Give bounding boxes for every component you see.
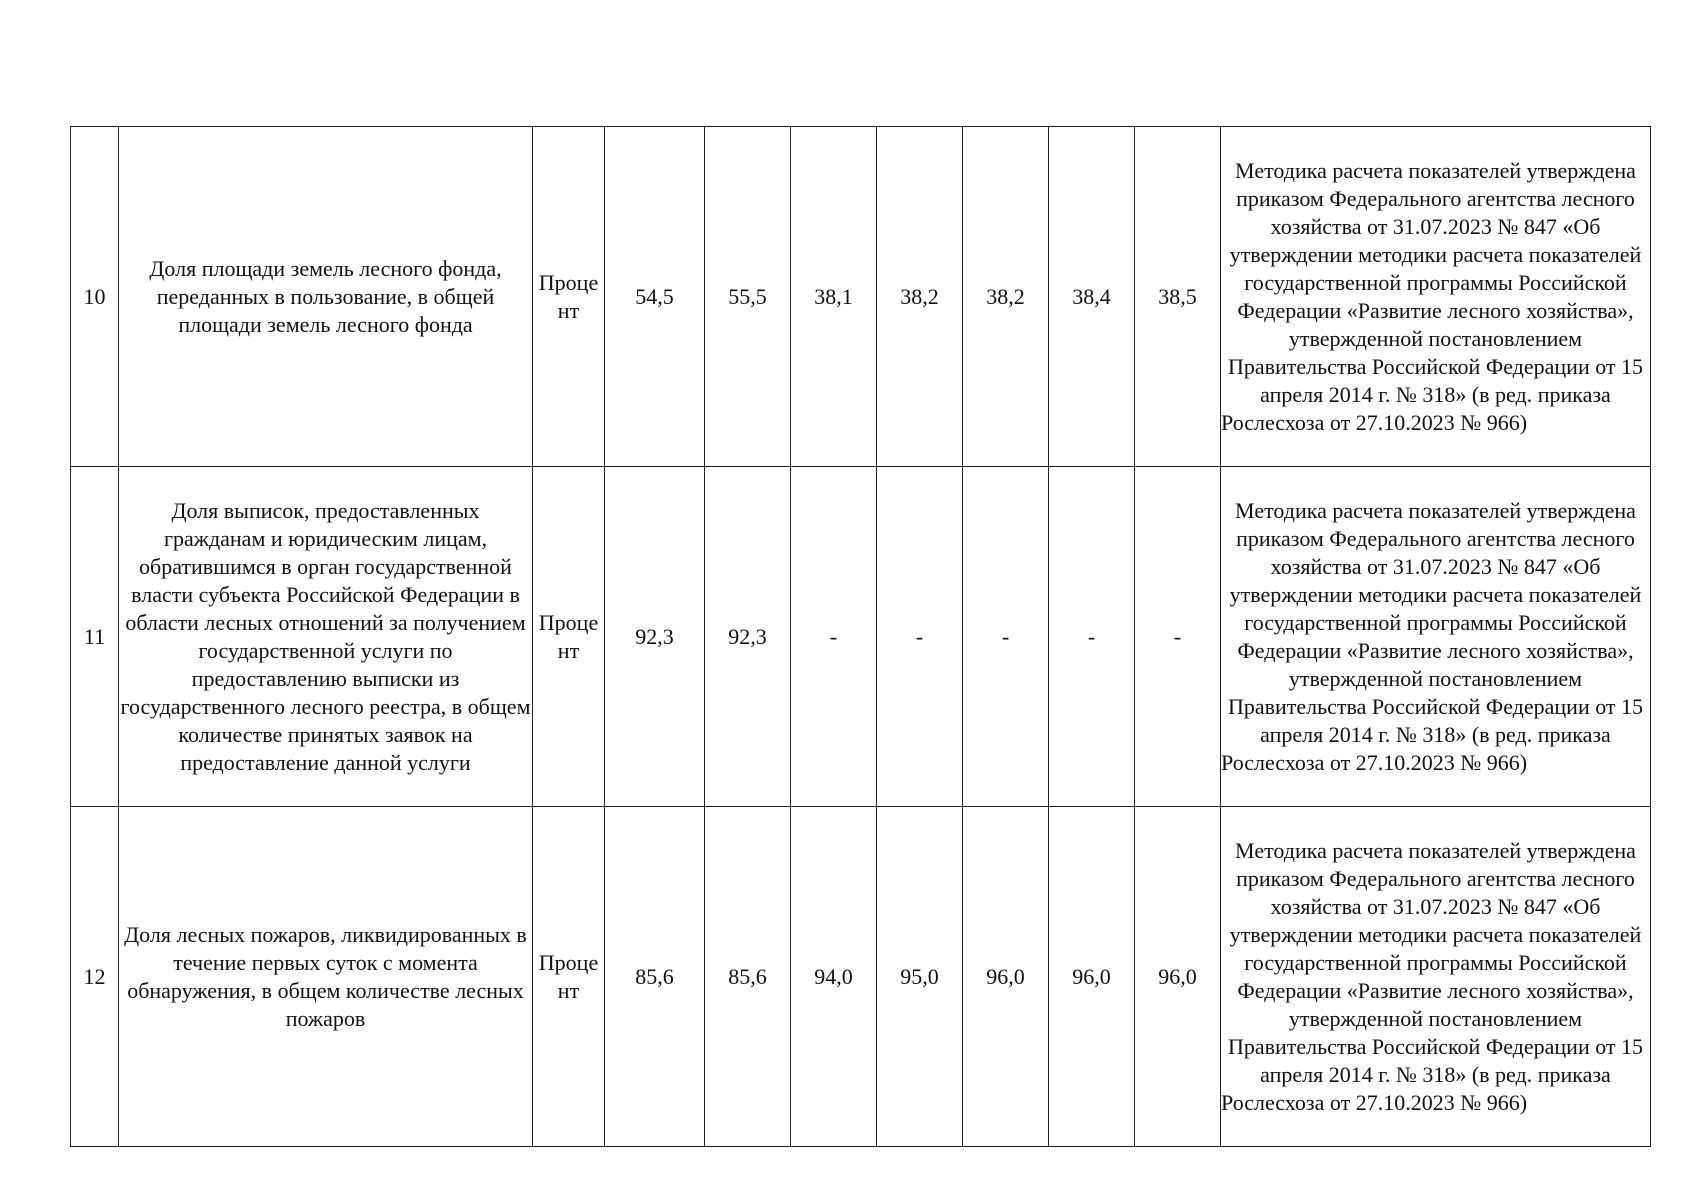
indicator-name: Доля лесных пожаров, ликвидированных в течение первых суток с момента обнаружения, в общем количестве лесных пожаров [119,807,533,1147]
unit-cell: Проце нт [533,807,605,1147]
indicator-name: Доля площади земель лесного фонда, переданных в пользование, в общей площади земель лесного фонда [119,127,533,467]
table-row [71,807,1651,1147]
value-cell: 94,0 [791,807,877,1147]
value-cell: 85,6 [605,807,705,1147]
value-cell: 92,3 [605,467,705,807]
indicators-table [70,126,1651,1147]
methodology-cell: Методика расчета показателей утверждена приказом Федерального агентства лесного хозяйства от 31.07.2023 № 847 «Об утверждении методики расчета показателей государственной программы Российской Федерации «Развитие лесного хозяйства», утвержденной постановлением Правительства Российской Федерации от 15 апреля 2014 г. № 318» (в ред. приказа Рослесхоза от 27.10.2023 № 966) [1221,467,1651,807]
row-number: 12 [71,807,119,1147]
table-row [71,467,1651,807]
value-cell: 96,0 [1049,807,1135,1147]
table-row [71,127,1651,467]
value-cell: - [877,467,963,807]
indicator-name: Доля выписок, предоставленных гражданам и юридическим лицам, обратившимся в орган государственной власти субъекта Российской Федерации в области лесных отношений за получением государственной услуги по предоставлению выписки из государственного лесного реестра, в общем количестве принятых заявок на предоставление данной услуги [119,467,533,807]
value-cell: 92,3 [705,467,791,807]
value-cell: - [963,467,1049,807]
value-cell: 38,2 [963,127,1049,467]
value-cell: 38,4 [1049,127,1135,467]
value-cell: 85,6 [705,807,791,1147]
value-cell: - [1049,467,1135,807]
value-cell: 38,2 [877,127,963,467]
value-cell: 55,5 [705,127,791,467]
value-cell: - [1135,467,1221,807]
value-cell: 54,5 [605,127,705,467]
value-cell: 38,1 [791,127,877,467]
value-cell: 38,5 [1135,127,1221,467]
value-cell: 96,0 [1135,807,1221,1147]
methodology-cell: Методика расчета показателей утверждена приказом Федерального агентства лесного хозяйства от 31.07.2023 № 847 «Об утверждении методики расчета показателей государственной программы Российской Федерации «Развитие лесного хозяйства», утвержденной постановлением Правительства Российской Федерации от 15 апреля 2014 г. № 318» (в ред. приказа Рослесхоза от 27.10.2023 № 966) [1221,807,1651,1147]
unit-cell: Проце нт [533,127,605,467]
value-cell: - [791,467,877,807]
methodology-cell: Методика расчета показателей утверждена приказом Федерального агентства лесного хозяйства от 31.07.2023 № 847 «Об утверждении методики расчета показателей государственной программы Российской Федерации «Развитие лесного хозяйства», утвержденной постановлением Правительства Российской Федерации от 15 апреля 2014 г. № 318» (в ред. приказа Рослесхоза от 27.10.2023 № 966) [1221,127,1651,467]
value-cell: 96,0 [963,807,1049,1147]
value-cell: 95,0 [877,807,963,1147]
row-number: 10 [71,127,119,467]
row-number: 11 [71,467,119,807]
unit-cell: Проце нт [533,467,605,807]
